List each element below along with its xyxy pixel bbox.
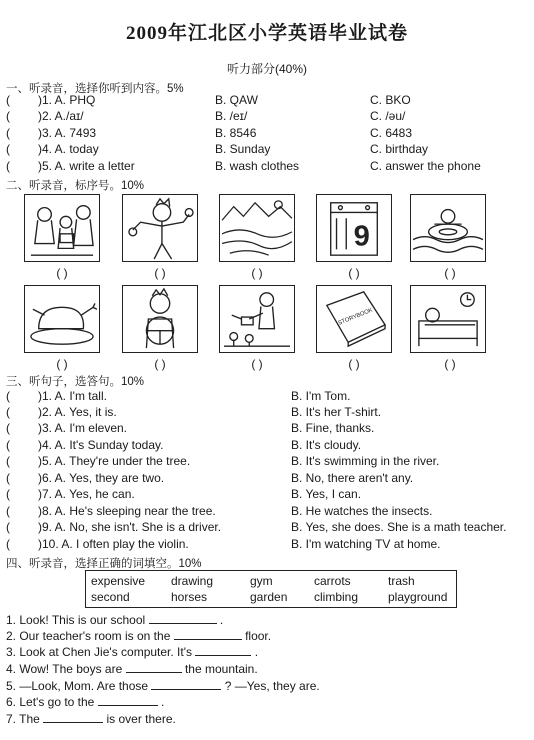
answer-blank[interactable] bbox=[149, 612, 217, 624]
s3-option-b: B. It's her T-shirt. bbox=[291, 405, 382, 419]
calendar-number: 9 bbox=[353, 220, 370, 253]
word-bank-item: climbing bbox=[314, 590, 359, 604]
answer-paren[interactable]: ( bbox=[6, 159, 10, 173]
picture-boy-sleeping bbox=[410, 285, 486, 353]
sentence-end: . bbox=[254, 645, 259, 659]
sentence-start: 1. Look! This is our school bbox=[6, 613, 146, 627]
answer-box-7[interactable]: ( ) bbox=[154, 357, 166, 371]
answer-paren[interactable]: ( bbox=[6, 504, 10, 518]
fill-blank-sentence bbox=[6, 628, 271, 643]
sentence-start: 2. Our teacher's room is on the bbox=[6, 629, 171, 643]
sentence-start: 6. Let's go to the bbox=[6, 695, 95, 709]
answer-paren[interactable]: ( bbox=[6, 520, 10, 534]
word-bank-item: horses bbox=[171, 590, 208, 604]
answer-box-3[interactable]: ( ) bbox=[251, 266, 263, 280]
word-bank-item: carrots bbox=[314, 574, 351, 588]
word-bank-item: gym bbox=[250, 574, 273, 588]
answer-blank[interactable] bbox=[195, 644, 251, 656]
sentence-start: 7. The bbox=[6, 712, 40, 726]
s3-option-a: )3. A. I'm eleven. bbox=[38, 421, 127, 435]
answer-paren[interactable]: ( bbox=[6, 389, 10, 403]
word-bank-item: drawing bbox=[171, 574, 214, 588]
answer-paren[interactable]: ( bbox=[6, 537, 10, 551]
s3-option-a: )8. A. He's sleeping near the tree. bbox=[38, 504, 216, 518]
fill-blank-sentence bbox=[6, 694, 164, 709]
picture-storybook bbox=[316, 285, 392, 353]
s1-option-c: C. birthday bbox=[370, 142, 429, 156]
fill-blank-sentence bbox=[6, 612, 223, 627]
picture-boy-exercising bbox=[122, 194, 198, 262]
s3-option-b: B. I'm Tom. bbox=[291, 389, 351, 403]
s1-option-c: C. BKO bbox=[370, 93, 411, 107]
fill-blank-sentence bbox=[6, 661, 258, 676]
s1-option-b: B. /eɪ/ bbox=[215, 109, 248, 123]
s1-option-a: )2. A./aɪ/ bbox=[38, 109, 84, 123]
sentence-end: is over there. bbox=[106, 712, 176, 726]
s1-option-b: B. wash clothes bbox=[215, 159, 300, 173]
section1-heading: 一、听录音，选择你听到内容。5% bbox=[6, 83, 184, 95]
s1-option-b: B. Sunday bbox=[215, 142, 271, 156]
answer-paren[interactable]: ( bbox=[6, 109, 10, 123]
sentence-start: 4. Wow! The boys are bbox=[6, 662, 123, 676]
s3-option-b: B. He watches the insects. bbox=[291, 504, 433, 518]
s3-option-b: B. It's swimming in the river. bbox=[291, 454, 440, 468]
sentence-end: ? —Yes, they are. bbox=[224, 679, 320, 693]
s1-option-b: B. 8546 bbox=[215, 126, 257, 140]
s1-option-b: B. QAW bbox=[215, 93, 258, 107]
s1-option-c: C. 6483 bbox=[370, 126, 413, 140]
s3-option-b: B. Yes, she does. She is a math teacher. bbox=[291, 520, 507, 534]
picture-boy-driving bbox=[122, 285, 198, 353]
answer-box-5[interactable]: ( ) bbox=[444, 266, 456, 280]
s3-option-b: B. It's cloudy. bbox=[291, 438, 362, 452]
picture-river-landscape bbox=[219, 194, 295, 262]
answer-blank[interactable] bbox=[98, 694, 158, 706]
fill-blank-sentence bbox=[6, 644, 258, 659]
answer-paren[interactable]: ( bbox=[6, 142, 10, 156]
answer-paren[interactable]: ( bbox=[6, 126, 10, 140]
sentence-end: . bbox=[219, 613, 224, 627]
picture-swimming-ring bbox=[410, 194, 486, 262]
section2-heading: 二、听录音，标序号。10% bbox=[6, 180, 145, 192]
answer-paren[interactable]: ( bbox=[6, 421, 10, 435]
s3-option-a: )1. A. I'm tall. bbox=[38, 389, 107, 403]
s3-option-a: )6. A. Yes, they are two. bbox=[38, 471, 165, 485]
section3-heading: 三、听句子，选答句。10% bbox=[6, 376, 145, 388]
listening-subtitle: 听力部分(40%) bbox=[226, 62, 307, 76]
answer-box-9[interactable]: ( ) bbox=[348, 357, 360, 371]
s1-option-a: )4. A. today bbox=[38, 142, 99, 156]
answer-blank[interactable] bbox=[151, 678, 221, 690]
answer-blank[interactable] bbox=[43, 711, 103, 723]
s1-option-c: C. /əu/ bbox=[370, 109, 406, 123]
picture-girl-watering-flowers bbox=[219, 285, 295, 353]
s3-option-b: B. Fine, thanks. bbox=[291, 421, 375, 435]
word-bank-item: second bbox=[91, 590, 130, 604]
sentence-end: the mountain. bbox=[184, 662, 258, 676]
answer-box-10[interactable]: ( ) bbox=[444, 357, 456, 371]
s3-option-a: )4. A. It's Sunday today. bbox=[38, 438, 164, 452]
word-bank bbox=[85, 570, 457, 608]
book-cover-text: STORYBOOK bbox=[337, 307, 374, 327]
s3-option-a: )9. A. No, she isn't. She is a driver. bbox=[38, 520, 222, 534]
answer-paren[interactable]: ( bbox=[6, 405, 10, 419]
s3-option-b: B. No, there aren't any. bbox=[291, 471, 414, 485]
fill-blank-sentence bbox=[6, 711, 176, 726]
sentence-end: . bbox=[161, 695, 165, 709]
word-bank-item: expensive bbox=[91, 574, 146, 588]
word-bank-item: playground bbox=[388, 590, 448, 604]
word-bank-item: garden bbox=[250, 590, 288, 604]
picture-calendar bbox=[316, 194, 392, 262]
sentence-end: floor. bbox=[245, 629, 272, 643]
answer-box-1[interactable]: ( ) bbox=[56, 266, 68, 280]
s1-option-a: )5. A. write a letter bbox=[38, 159, 135, 173]
answer-paren[interactable]: ( bbox=[6, 487, 10, 501]
fill-blank-sentence bbox=[6, 678, 320, 693]
section4-heading: 四、听录音，选择正确的词填空。10% bbox=[6, 558, 202, 570]
s3-option-b: B. I'm watching TV at home. bbox=[291, 537, 441, 551]
answer-box-2[interactable]: ( ) bbox=[154, 266, 166, 280]
sentence-start: 5. —Look, Mom. Are those bbox=[6, 679, 149, 693]
answer-box-6[interactable]: ( ) bbox=[56, 357, 68, 371]
s3-option-b: B. Yes, I can. bbox=[291, 487, 362, 501]
picture-roast-chicken bbox=[24, 285, 100, 353]
answer-paren[interactable]: ( bbox=[6, 93, 10, 107]
answer-blank[interactable] bbox=[174, 628, 242, 640]
s1-option-a: )1. A. PHQ bbox=[38, 93, 96, 107]
answer-paren[interactable]: ( bbox=[6, 471, 10, 485]
s1-option-a: )3. A. 7493 bbox=[38, 126, 97, 140]
s3-option-a: )7. A. Yes, he can. bbox=[38, 487, 135, 501]
answer-box-8[interactable]: ( ) bbox=[251, 357, 263, 371]
s3-option-a: )10. A. I often play the violin. bbox=[38, 537, 189, 551]
answer-box-4[interactable]: ( ) bbox=[348, 266, 360, 280]
word-bank-item: trash bbox=[388, 574, 415, 588]
answer-paren[interactable]: ( bbox=[6, 454, 10, 468]
s1-option-c: C. answer the phone bbox=[370, 159, 481, 173]
answer-blank[interactable] bbox=[126, 661, 182, 673]
picture-family-reading bbox=[24, 194, 100, 262]
s3-option-a: )2. A. Yes, it is. bbox=[38, 405, 117, 419]
exam-title: 2009年江北区小学英语毕业试卷 bbox=[125, 23, 408, 44]
s3-option-a: )5. A. They're under the tree. bbox=[38, 454, 191, 468]
answer-paren[interactable]: ( bbox=[6, 438, 10, 452]
sentence-start: 3. Look at Chen Jie's computer. It's bbox=[6, 645, 193, 659]
